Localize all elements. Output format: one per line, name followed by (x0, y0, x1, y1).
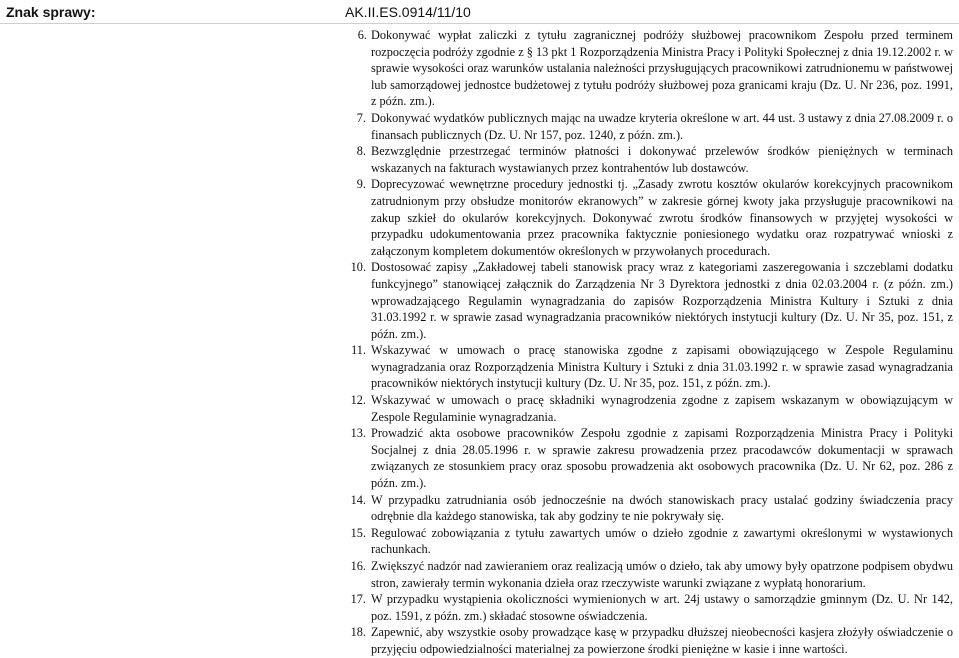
item-text: Zapewnić, aby wszystkie osoby prowadzące kasę w przypadku dłuższej nieobecności kasjera złożyły oświadczenie o przyjęciu odpowiedzialności materialnej za powierzone środki pieniężne w kasie i inne wartości. (371, 625, 953, 656)
item-text: Wskazywać w umowach o pracę stanowiska zgodne z zapisami obowiązującego w Zespole Regulaminu wynagradzania oraz Rozporządzenia Ministra Kultury i Sztuki z dnia 31.03.1992 r. w sprawie zasad wynagradzania pracowników niektórych instytucji kultury (Dz. U. Nr 35, poz. 151, z późn. zm.). (371, 343, 953, 391)
item-text: Doprecyzować wewnętrzne procedury jednostki tj. „Zasady zwrotu kosztów okularów korekcyjnych pracownikom zatrudnionym przy obsłudze monitorów ekranowych” w zakresie górnej kwoty jaka przysługuje pracownikowi na zakup szkieł do okularów korekcyjnych. Dokonywać zwrotu środków finansowych w przyjętej wysokości w przypadku udokumentowania przez pracownika faktycznie poniesionego wydatku oraz rozpatrywać wnioski z załączonym kompletem dokumentów określonych w przywołanych procedurach. (371, 177, 953, 258)
list-item (350, 259, 953, 342)
item-number: 18. (350, 625, 366, 640)
item-number: 14. (350, 492, 366, 507)
item-number: 7. (356, 110, 366, 125)
item-text: Dokonywać wydatków publicznych mając na uwadze kryteria określone w art. 44 ust. 3 ustawy z dnia 27.08.2009 r. o finansach publicznych (Dz. U. Nr 157, poz. 1240, z późn. zm.). (371, 110, 953, 142)
list-item (357, 27, 953, 110)
item-text: Wskazywać w umowach o pracę składniki wynagrodzenia zgodne z zapisem wskazanym w obowiązującym w Zespole Regulaminie wynagradzania. (371, 393, 953, 424)
item-text: Bezwzględnie przestrzegać terminów płatności i dokonywać przelewów środków pieniężnych w terminach wskazanych na fakturach wystawianych przez kontrahentów lub dostawców. (371, 144, 953, 175)
item-text: W przypadku zatrudniania osób jednocześnie na dwóch stanowiskach pracy ustalać godziny świadczenia pracy odrębnie dla każdego stanowiska, tak aby godziny te nie pokrywały się. (371, 492, 953, 524)
recommendations-list (350, 27, 953, 658)
item-number: 10. (350, 260, 366, 275)
item-number: 11. (351, 343, 366, 358)
item-number: 9. (356, 177, 366, 192)
list-item (350, 425, 953, 491)
item-number: 6. (357, 28, 367, 42)
item-text: Dokonywać wypłat zaliczki z tytułu zagranicznej podróży służbowej pracownikom Zespołu przed terminem rozpoczęcia podróży zgodnie z § 13 pkt 1 Rozporządzenia Ministra Pracy i Polityki Społecznej z dnia 19.12.2002 r. w sprawie wysokości oraz warunków ustalania należności przysługujących pracownikowi zatrudnionemu w państwowej lub samorządowej jednostce budżetowej z tytułu podróży służbowej poza granicami kraju (Dz. U. Nr 236, poz. 1991, z późn. zm.). (371, 28, 953, 109)
list-item (350, 624, 953, 657)
list-item (350, 558, 953, 591)
list-item (350, 525, 953, 558)
item-text: Prowadzić akta osobowe pracowników Zespołu zgodnie z zapisami Rozporządzenia Ministra Pracy i Polityki Socjalnej z dnia 28.05.1996 r. w sprawie zakresu prowadzenia przez pracodawców dokumentacji w sprawach związanych ze stosunkiem pracy oraz sposobu prowadzenia akt osobowych pracownika (Dz. U. Nr 62, poz. 286 z późn. zm.). (371, 426, 953, 491)
list-item (350, 392, 953, 425)
item-text: Dostosować zapisy „Zakładowej tabeli stanowisk pracy wraz z kategoriami zaszeregowania i szczeblami dodatku funkcyjnego” stanowiącej załącznik do Zarządzenia Nr 3 Dyrektora jednostki z dnia 02.03.2004 r. (z późn. zm.) wprowadzającego Regulamin wynagradzania do zapisów Rozporządzenia Ministra Kultury i Sztuki z dnia 31.03.1992 r. w sprawie zasad wynagradzania pracowników niektórych instytucji kultury (Dz. U. Nr 35, poz. 151, z późn. zm.). (371, 260, 953, 341)
list-item (356, 110, 953, 143)
item-text: W przypadku wystąpienia okoliczności wymienionych w art. 24j ustawy o samorządzie gminnym (Dz. U. Nr 142, poz. 1591, z późn. zm.) składać stosowne oświadczenia. (371, 592, 953, 623)
item-number: 16. (350, 559, 366, 573)
item-number: 17. (350, 592, 366, 607)
list-item (350, 492, 953, 525)
list-item (356, 143, 953, 176)
case-header (0, 0, 959, 22)
item-number: 15. (350, 525, 366, 540)
case-number-value: AK.II.ES.0914/11/10 (345, 4, 471, 20)
item-text: Zwiększyć nadzór nad zawieraniem oraz realizacją umów o dzieło, tak aby umowy były opatrzone podpisem obydwu stron, zawierały termin wykonania dzieła oraz rzeczywiste warunki związane z wypłatą honorarium. (371, 559, 953, 590)
list-item (351, 342, 953, 392)
list-item (350, 591, 953, 624)
case-number-label: Znak sprawy: (6, 4, 96, 20)
list-item (356, 176, 953, 259)
item-number: 8. (356, 144, 366, 159)
header-divider (0, 23, 959, 24)
item-number: 13. (350, 426, 366, 441)
item-text: Regulować zobowiązania z tytułu zawartych umów o dzieło zgodnie z zawartymi określonymi w wystawionych rachunkach. (371, 525, 953, 557)
item-number: 12. (350, 393, 366, 408)
